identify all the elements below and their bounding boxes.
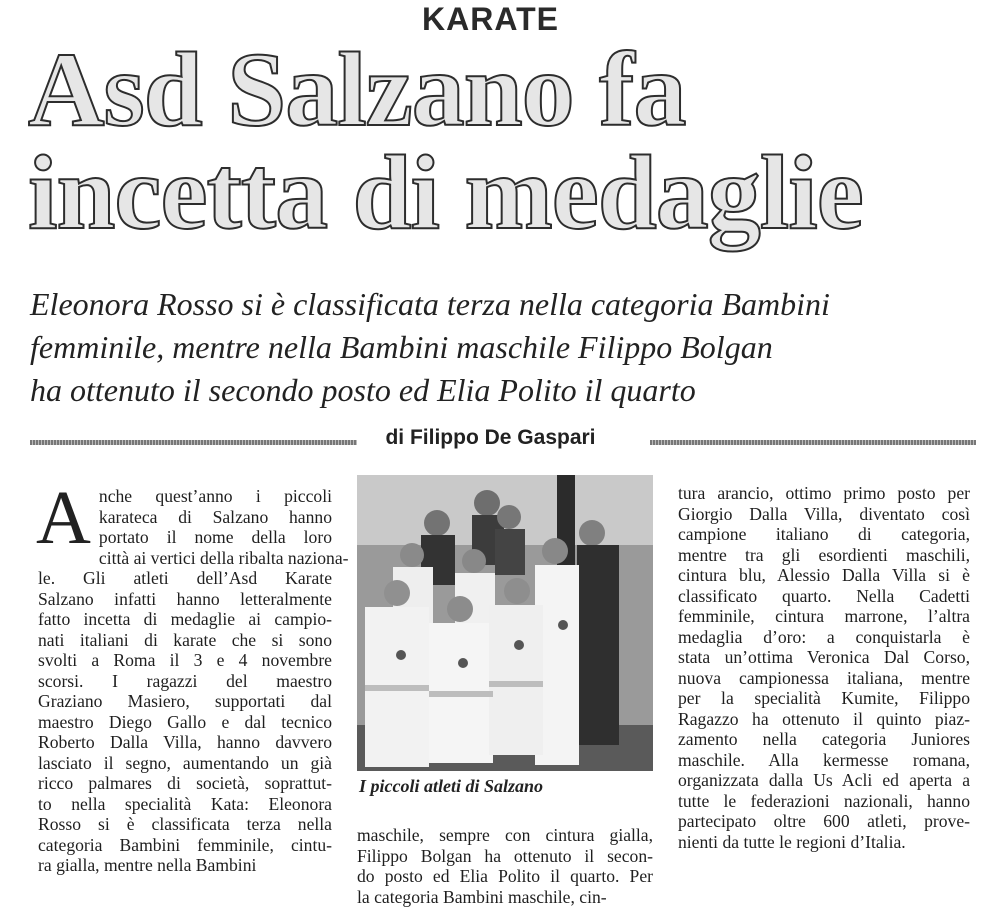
- text-line: maschile. Alla kermesse romana,: [678, 749, 970, 770]
- text-line: città ai vertici della ribalta naziona-: [98, 547, 349, 568]
- text-line: la categoria Bambini maschile, cin-: [357, 886, 607, 907]
- text-line: medaglia d’oro: a conquistarla è: [678, 626, 970, 647]
- text-line: do posto ed Elia Polito il quarto. Per: [357, 866, 653, 886]
- text-line: ricco palmares di società, soprattut-: [38, 773, 332, 793]
- text-line: karateca di Salzano hanno: [98, 506, 332, 527]
- text-line: classificato quarto. Nella Cadetti: [678, 585, 970, 606]
- text-line: Giorgio Dalla Villa, diventato così: [678, 503, 970, 524]
- headline: [28, 31, 978, 251]
- text-line: femminile, cintura marrone, l’altra: [678, 606, 970, 626]
- text-line: scorsi. I ragazzi del maestro: [38, 670, 332, 691]
- text-line: partecipato oltre 600 atleti, prove-: [678, 811, 970, 831]
- text-line: nati italiani di karate che si sono: [38, 629, 332, 650]
- article-column-3: [678, 483, 970, 852]
- headline-line: Asd Salzano fa: [28, 31, 686, 148]
- text-line: campione italiano di categoria,: [678, 524, 970, 544]
- text-line: per la specialità Kumite, Filippo: [678, 688, 970, 708]
- text-line: categoria Bambini femminile, cintu-: [38, 834, 332, 855]
- text-line: le. Gli atleti dell’Asd Karate: [38, 568, 332, 588]
- subtitle-line: femminile, mentre nella Bambini maschile Filippo Bolgan: [30, 329, 773, 365]
- byline-rule-right: [650, 440, 976, 445]
- text-line: Salzano infatti hanno letteralmente: [38, 588, 332, 609]
- text-line: maschile, sempre con cintura gialla,: [357, 825, 653, 845]
- text-line: Roberto Dalla Villa, hanno davvero: [38, 732, 332, 752]
- text-line: nienti da tutte le regioni d’Italia.: [678, 831, 906, 852]
- text-line: maestro Diego Gallo e dal tecnico: [38, 711, 332, 732]
- text-line: svolti a Roma il 3 e 4 novembre: [38, 650, 332, 670]
- text-line: Rosso si è classificata terza nella: [38, 814, 332, 834]
- text-line: portato il nome della loro: [98, 527, 332, 547]
- subtitle-line: ha ottenuto il secondo posto ed Elia Polito il quarto: [30, 372, 696, 408]
- text-line: tutte le federazioni nazionali, hanno: [678, 790, 970, 811]
- article-column-2: [357, 825, 653, 907]
- section-kicker: KARATE: [422, 1, 559, 37]
- text-line: nuova campionessa italiana, mentre: [678, 667, 970, 688]
- subtitle: [30, 283, 960, 412]
- text-line: mentre tra gli esordienti maschili,: [678, 544, 970, 565]
- text-line: Graziano Masiero, supportati dal: [38, 691, 332, 711]
- article-column-1: [36, 476, 349, 876]
- text-line: Filippo Bolgan ha ottenuto il secon-: [357, 845, 653, 866]
- text-line: organizzata dalla Us Acli ed aperta a: [678, 770, 970, 790]
- text-line: Ragazzo ha ottenuto il quinto piaz-: [678, 708, 970, 729]
- team-photo: [357, 475, 653, 771]
- text-line: tura arancio, ottimo primo posto per: [678, 483, 970, 503]
- drop-cap: A: [36, 476, 91, 560]
- text-line: to nella specialità Kata: Eleonora: [38, 793, 332, 814]
- text-line: zamento nella categoria Juniores: [678, 729, 970, 749]
- text-line: ra gialla, mentre nella Bambini: [38, 855, 257, 875]
- text-line: nche quest’anno i piccoli: [98, 486, 332, 506]
- headline-line: incetta di medaglie: [28, 134, 863, 251]
- byline: di Filippo De Gaspari: [385, 426, 596, 449]
- text-line: cintura blu, Alessio Dalla Villa si è: [678, 565, 970, 585]
- photo-caption: I piccoli atleti di Salzano: [359, 776, 544, 796]
- text-line: lasciato il segno, aumentando un già: [38, 752, 332, 773]
- text-line: stata un’ottima Veronica Dal Corso,: [678, 647, 970, 667]
- subtitle-line: Eleonora Rosso si è classificata terza nella categoria Bambini: [30, 286, 830, 322]
- text-line: fatto incetta di medaglie ai campio-: [38, 609, 332, 629]
- team-photo-illustration: [357, 475, 653, 771]
